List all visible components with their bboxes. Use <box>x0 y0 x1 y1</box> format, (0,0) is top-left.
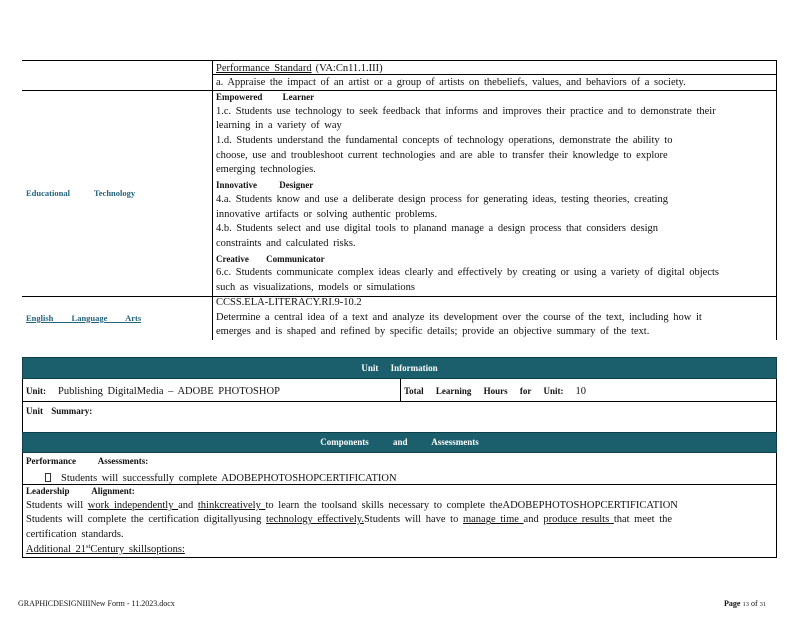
additional-skills-superscript: st <box>86 542 91 550</box>
leadership-text: to learn the toolsand skills necessary to complete theADOBEPHOTOSHOPCERTIFICATION <box>265 499 678 511</box>
leadership-text: Students will have to <box>363 514 463 526</box>
leadership-line <box>26 528 771 543</box>
table-rule <box>22 453 23 558</box>
unit-summary-cell <box>26 403 92 417</box>
standard-line: 4.b. Students select and use digital tools to planand manage a design process that considers design <box>216 223 659 235</box>
leadership-emphasis: manage time <box>462 514 524 526</box>
performance-assessments-label: Performance Assessments: <box>26 456 149 466</box>
unit-name-cell <box>26 379 280 401</box>
heading-empowered-learner: Empowered Learner <box>216 92 315 102</box>
unit-summary-label: Unit Summary: <box>26 406 93 416</box>
leadership-emphasis: produce results <box>543 514 614 526</box>
leadership-line <box>26 513 771 528</box>
standard-line: Determine a central idea of a text and analyze its development over the course of the text, including how it <box>216 311 702 323</box>
english-language-arts-standards <box>216 296 772 340</box>
leadership-alignment-cell <box>26 484 771 557</box>
table-rule <box>22 379 23 432</box>
subject-cell-educational-technology <box>26 90 210 296</box>
additional-skills-suffix: Century skillsoptions: <box>90 543 185 555</box>
standard-line: learning in a variety of way <box>216 120 342 132</box>
page-label: Page <box>724 599 741 608</box>
additional-skills-prefix: Additional 21 <box>26 543 87 555</box>
page-of: of <box>750 599 758 608</box>
leadership-text: and <box>178 499 198 511</box>
standard-line: such as visualizations, models or simulations <box>216 281 415 293</box>
leadership-emphasis: thinkcreatively <box>197 499 266 511</box>
standard-line: emerging technologies. <box>216 164 316 176</box>
unit-label: Unit: <box>26 386 46 396</box>
standard-line: 6.c. Students communicate complex ideas clearly and effectively by creating or using a variety of digital objects <box>216 267 719 279</box>
subject-educational-technology: Educational Technology <box>26 188 136 198</box>
educational-technology-standards <box>216 90 772 296</box>
standard-line: emerges and is shaped and refined by specific details; provide an objective summary of the text. <box>216 326 650 338</box>
heading-creative-communicator: Creative Communicator <box>216 253 325 264</box>
table-rule <box>776 379 777 432</box>
footer-page-number <box>724 598 766 611</box>
leadership-text: Students will <box>26 499 88 511</box>
table-rule <box>22 401 777 402</box>
leadership-text: and <box>523 514 544 526</box>
components-assessments-header: Components and Assessments <box>22 432 777 453</box>
learning-hours-label: Total Learning Hours for Unit: <box>404 386 564 396</box>
table-rule <box>400 379 401 401</box>
leadership-line <box>26 499 771 514</box>
bullet-icon <box>45 473 51 482</box>
table-rule <box>776 453 777 558</box>
performance-assessment-item <box>26 469 771 484</box>
leadership-text: Students will complete the certification digitallyusing <box>26 514 267 526</box>
performance-standard-code: (VA:Cn11.1.III) <box>315 63 383 74</box>
performance-standard-text: a. Appraise the impact of an artist or a group of artists on thebeliefs, values, and behaviors of a society. <box>216 77 686 88</box>
page-total: 31 <box>759 601 767 608</box>
performance-assessment-text: Students will successfully complete ADOBEPHOTOSHOPCERTIFICATION <box>61 473 397 484</box>
leadership-text: certification standards. <box>26 529 124 541</box>
standard-line: 4.a. Students know and use a deliberate design process for generating ideas, testing theories, creating <box>216 193 668 205</box>
standard-line: 1.c. Students use technology to seek feedback that informs and improves their practice and to demonstrate their <box>216 105 716 117</box>
table-rule <box>212 60 213 340</box>
heading-innovative-designer: Innovative Designer <box>216 180 314 191</box>
additional-skills-heading <box>26 543 771 558</box>
leadership-emphasis: work independently <box>87 499 179 511</box>
unit-table <box>22 357 777 558</box>
learning-hours-value: 10 <box>575 386 587 397</box>
standard-line: choose, use and troubleshoot current technologies and are able to transfer their knowledge to explore <box>216 149 668 161</box>
unit-name: Publishing DigitalMedia – ADOBE PHOTOSHOP <box>58 386 280 397</box>
leadership-emphasis: technology effectively. <box>266 514 364 526</box>
table-rule <box>22 60 777 61</box>
page-current: 13 <box>742 601 749 608</box>
table-rule <box>776 60 777 340</box>
leadership-alignment-label: Leadership Alignment: <box>26 486 135 496</box>
subject-english-language-arts: English Language Arts <box>26 313 142 323</box>
standards-table <box>22 60 777 340</box>
unit-information-header: Unit Information <box>22 357 777 379</box>
learning-hours-cell <box>404 379 586 401</box>
standard-line: 1.d. Students understand the fundamental concepts of technology operations, demonstrate the ability to <box>216 135 673 147</box>
standard-line: constraints and calculated risks. <box>216 237 356 249</box>
performance-assessments-cell <box>26 454 771 484</box>
ela-standard-code: CCSS.ELA-LITERACY.RI.9-10.2 <box>216 297 362 308</box>
performance-standard-heading <box>216 60 383 74</box>
footer-filename: GRAPHICDESIGNIIINew Form - 11.2023.docx <box>18 599 175 608</box>
subject-cell-english-language-arts <box>26 296 210 340</box>
leadership-text: that meet the <box>613 514 673 526</box>
standard-line: innovative artifacts or solving authentic problems. <box>216 208 438 220</box>
performance-standard-label: Performance Standard <box>216 63 312 74</box>
